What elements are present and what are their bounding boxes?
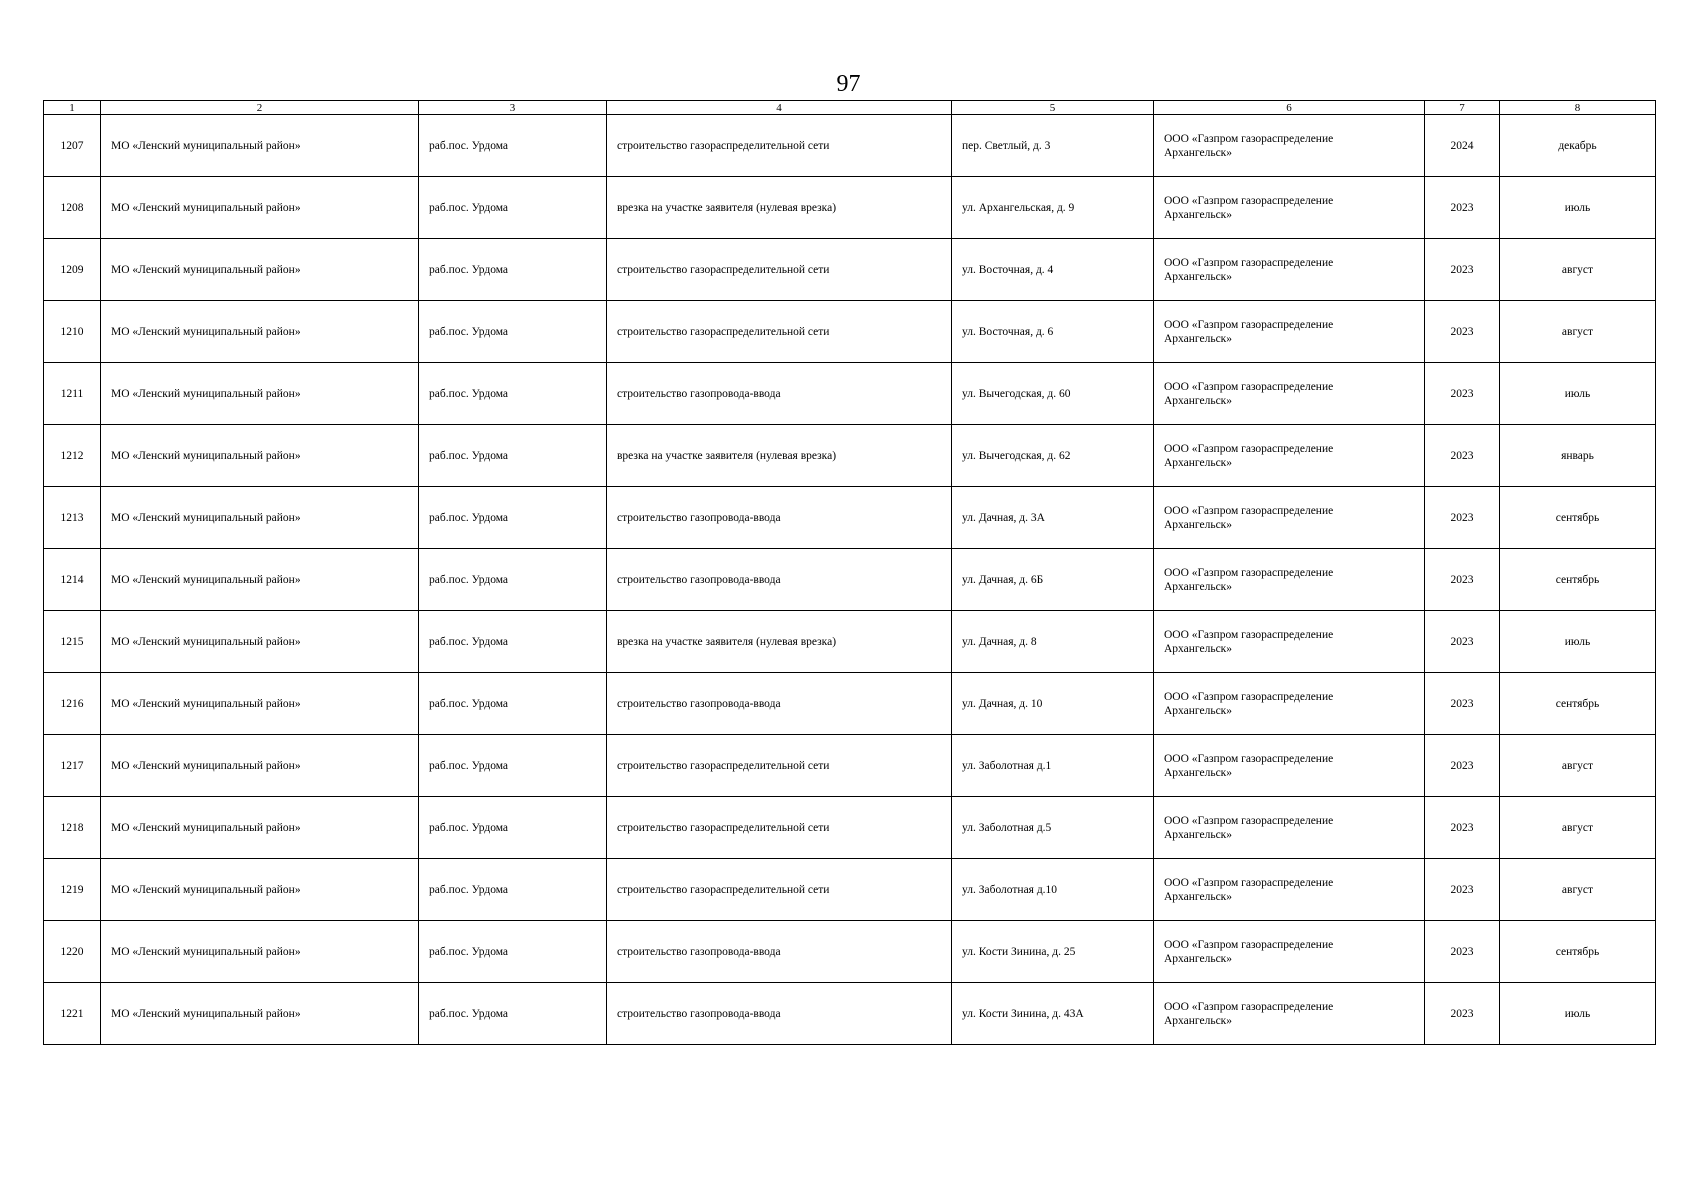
row-number-cell: 1209: [44, 239, 101, 301]
work-type-cell: врезка на участке заявителя (нулевая врезка): [607, 611, 952, 673]
year-cell: 2023: [1425, 549, 1500, 611]
table-row: [44, 363, 1656, 425]
work-type-cell: строительство газопровода-ввода: [607, 363, 952, 425]
column-number-row: [44, 101, 1656, 115]
table-row: [44, 239, 1656, 301]
organization-line: ООО «Газпром газораспределение: [1164, 442, 1334, 455]
column-header: 1: [44, 101, 101, 115]
address-cell: ул. Дачная, д. 6Б: [952, 549, 1154, 611]
column-header: 2: [101, 101, 419, 115]
organization-cell: [1154, 921, 1425, 983]
year-cell: 2023: [1425, 177, 1500, 239]
column-header: 8: [1500, 101, 1656, 115]
settlement-cell: раб.пос. Урдома: [419, 921, 607, 983]
organization-line: ООО «Газпром газораспределение: [1164, 504, 1334, 517]
organization-line: ООО «Газпром газораспределение: [1164, 752, 1334, 765]
month-cell: август: [1500, 797, 1656, 859]
column-header: 5: [952, 101, 1154, 115]
address-cell: ул. Заболотная д.10: [952, 859, 1154, 921]
year-cell: 2023: [1425, 487, 1500, 549]
table-row: [44, 673, 1656, 735]
row-number-cell: 1219: [44, 859, 101, 921]
year-cell: 2023: [1425, 673, 1500, 735]
month-cell: август: [1500, 735, 1656, 797]
organization-line: Архангельск»: [1164, 1014, 1233, 1027]
work-type-cell: строительство газораспределительной сети: [607, 859, 952, 921]
organization-line: Архангельск»: [1164, 146, 1233, 159]
table-row: [44, 611, 1656, 673]
organization-cell: [1154, 549, 1425, 611]
municipality-cell: МО «Ленский муниципальный район»: [101, 983, 419, 1045]
organization-cell: [1154, 301, 1425, 363]
settlement-cell: раб.пос. Урдома: [419, 859, 607, 921]
municipality-cell: МО «Ленский муниципальный район»: [101, 673, 419, 735]
municipality-cell: МО «Ленский муниципальный район»: [101, 921, 419, 983]
address-cell: ул. Дачная, д. 3А: [952, 487, 1154, 549]
organization-line: ООО «Газпром газораспределение: [1164, 628, 1334, 641]
organization-cell: [1154, 177, 1425, 239]
month-cell: сентябрь: [1500, 921, 1656, 983]
address-cell: ул. Вычегодская, д. 62: [952, 425, 1154, 487]
column-header: 4: [607, 101, 952, 115]
column-header: 6: [1154, 101, 1425, 115]
row-number-cell: 1221: [44, 983, 101, 1045]
year-cell: 2023: [1425, 239, 1500, 301]
municipality-cell: МО «Ленский муниципальный район»: [101, 797, 419, 859]
work-type-cell: строительство газопровода-ввода: [607, 549, 952, 611]
settlement-cell: раб.пос. Урдома: [419, 363, 607, 425]
organization-cell: [1154, 487, 1425, 549]
work-type-cell: строительство газопровода-ввода: [607, 673, 952, 735]
month-cell: июль: [1500, 983, 1656, 1045]
settlement-cell: раб.пос. Урдома: [419, 797, 607, 859]
organization-cell: [1154, 115, 1425, 177]
year-cell: 2023: [1425, 983, 1500, 1045]
settlement-cell: раб.пос. Урдома: [419, 239, 607, 301]
table-row: [44, 549, 1656, 611]
settlement-cell: раб.пос. Урдома: [419, 549, 607, 611]
organization-cell: [1154, 363, 1425, 425]
municipality-cell: МО «Ленский муниципальный район»: [101, 425, 419, 487]
municipality-cell: МО «Ленский муниципальный район»: [101, 549, 419, 611]
year-cell: 2023: [1425, 735, 1500, 797]
table-row: [44, 983, 1656, 1045]
row-number-cell: 1216: [44, 673, 101, 735]
year-cell: 2023: [1425, 611, 1500, 673]
address-cell: ул. Архангельская, д. 9: [952, 177, 1154, 239]
address-cell: ул. Восточная, д. 4: [952, 239, 1154, 301]
organization-line: Архангельск»: [1164, 766, 1233, 779]
table-row: [44, 301, 1656, 363]
row-number-cell: 1217: [44, 735, 101, 797]
month-cell: август: [1500, 239, 1656, 301]
year-cell: 2023: [1425, 363, 1500, 425]
address-cell: ул. Вычегодская, д. 60: [952, 363, 1154, 425]
organization-line: ООО «Газпром газораспределение: [1164, 256, 1334, 269]
work-type-cell: врезка на участке заявителя (нулевая врезка): [607, 177, 952, 239]
organization-cell: [1154, 859, 1425, 921]
month-cell: декабрь: [1500, 115, 1656, 177]
work-type-cell: строительство газопровода-ввода: [607, 983, 952, 1045]
settlement-cell: раб.пос. Урдома: [419, 611, 607, 673]
work-type-cell: строительство газораспределительной сети: [607, 239, 952, 301]
settlement-cell: раб.пос. Урдома: [419, 487, 607, 549]
address-cell: ул. Кости Зинина, д. 43А: [952, 983, 1154, 1045]
month-cell: август: [1500, 859, 1656, 921]
table-row: [44, 425, 1656, 487]
month-cell: июль: [1500, 177, 1656, 239]
work-type-cell: врезка на участке заявителя (нулевая врезка): [607, 425, 952, 487]
organization-cell: [1154, 673, 1425, 735]
organization-cell: [1154, 735, 1425, 797]
month-cell: сентябрь: [1500, 673, 1656, 735]
settlement-cell: раб.пос. Урдома: [419, 177, 607, 239]
organization-line: Архангельск»: [1164, 890, 1233, 903]
year-cell: 2023: [1425, 301, 1500, 363]
municipality-cell: МО «Ленский муниципальный район»: [101, 859, 419, 921]
settlement-cell: раб.пос. Урдома: [419, 983, 607, 1045]
month-cell: сентябрь: [1500, 487, 1656, 549]
page-number: 97: [836, 71, 861, 97]
organization-cell: [1154, 983, 1425, 1045]
row-number-cell: 1212: [44, 425, 101, 487]
address-cell: ул. Дачная, д. 10: [952, 673, 1154, 735]
organization-line: Архангельск»: [1164, 642, 1233, 655]
row-number-cell: 1208: [44, 177, 101, 239]
row-number-cell: 1207: [44, 115, 101, 177]
organization-line: ООО «Газпром газораспределение: [1164, 938, 1334, 951]
table-row: [44, 115, 1656, 177]
work-type-cell: строительство газопровода-ввода: [607, 487, 952, 549]
address-cell: ул. Восточная, д. 6: [952, 301, 1154, 363]
organization-line: Архангельск»: [1164, 518, 1233, 531]
organization-line: ООО «Газпром газораспределение: [1164, 566, 1334, 579]
column-header: 3: [419, 101, 607, 115]
table-row: [44, 487, 1656, 549]
organization-line: Архангельск»: [1164, 828, 1233, 841]
address-cell: ул. Заболотная д.1: [952, 735, 1154, 797]
organization-line: Архангельск»: [1164, 270, 1233, 283]
row-number-cell: 1213: [44, 487, 101, 549]
organization-cell: [1154, 611, 1425, 673]
row-number-cell: 1210: [44, 301, 101, 363]
organization-line: ООО «Газпром газораспределение: [1164, 318, 1334, 331]
municipality-cell: МО «Ленский муниципальный район»: [101, 487, 419, 549]
settlement-cell: раб.пос. Урдома: [419, 301, 607, 363]
address-cell: ул. Заболотная д.5: [952, 797, 1154, 859]
year-cell: 2023: [1425, 921, 1500, 983]
organization-cell: [1154, 425, 1425, 487]
organization-cell: [1154, 239, 1425, 301]
organization-line: ООО «Газпром газораспределение: [1164, 194, 1334, 207]
address-cell: ул. Кости Зинина, д. 25: [952, 921, 1154, 983]
month-cell: июль: [1500, 611, 1656, 673]
month-cell: август: [1500, 301, 1656, 363]
table-row: [44, 921, 1656, 983]
organization-line: ООО «Газпром газораспределение: [1164, 876, 1334, 889]
settlement-cell: раб.пос. Урдома: [419, 673, 607, 735]
table-row: [44, 177, 1656, 239]
municipality-cell: МО «Ленский муниципальный район»: [101, 177, 419, 239]
settlement-cell: раб.пос. Урдома: [419, 425, 607, 487]
organization-line: Архангельск»: [1164, 208, 1233, 221]
address-cell: ул. Дачная, д. 8: [952, 611, 1154, 673]
organization-line: Архангельск»: [1164, 704, 1233, 717]
table-row: [44, 859, 1656, 921]
year-cell: 2023: [1425, 425, 1500, 487]
year-cell: 2023: [1425, 797, 1500, 859]
gasification-schedule-table: [43, 100, 1656, 1045]
column-header: 7: [1425, 101, 1500, 115]
table-row: [44, 797, 1656, 859]
row-number-cell: 1218: [44, 797, 101, 859]
row-number-cell: 1215: [44, 611, 101, 673]
table-row: [44, 735, 1656, 797]
year-cell: 2024: [1425, 115, 1500, 177]
organization-line: Архангельск»: [1164, 394, 1233, 407]
municipality-cell: МО «Ленский муниципальный район»: [101, 735, 419, 797]
address-cell: пер. Светлый, д. 3: [952, 115, 1154, 177]
settlement-cell: раб.пос. Урдома: [419, 735, 607, 797]
organization-line: ООО «Газпром газораспределение: [1164, 132, 1334, 145]
month-cell: июль: [1500, 363, 1656, 425]
row-number-cell: 1220: [44, 921, 101, 983]
year-cell: 2023: [1425, 859, 1500, 921]
organization-line: Архангельск»: [1164, 952, 1233, 965]
work-type-cell: строительство газораспределительной сети: [607, 735, 952, 797]
organization-line: ООО «Газпром газораспределение: [1164, 814, 1334, 827]
municipality-cell: МО «Ленский муниципальный район»: [101, 239, 419, 301]
work-type-cell: строительство газораспределительной сети: [607, 115, 952, 177]
municipality-cell: МО «Ленский муниципальный район»: [101, 363, 419, 425]
work-type-cell: строительство газораспределительной сети: [607, 301, 952, 363]
organization-line: Архангельск»: [1164, 456, 1233, 469]
municipality-cell: МО «Ленский муниципальный район»: [101, 115, 419, 177]
organization-line: Архангельск»: [1164, 580, 1233, 593]
month-cell: сентябрь: [1500, 549, 1656, 611]
row-number-cell: 1211: [44, 363, 101, 425]
work-type-cell: строительство газораспределительной сети: [607, 797, 952, 859]
row-number-cell: 1214: [44, 549, 101, 611]
month-cell: январь: [1500, 425, 1656, 487]
organization-line: Архангельск»: [1164, 332, 1233, 345]
organization-line: ООО «Газпром газораспределение: [1164, 380, 1334, 393]
organization-line: ООО «Газпром газораспределение: [1164, 1000, 1334, 1013]
municipality-cell: МО «Ленский муниципальный район»: [101, 611, 419, 673]
organization-line: ООО «Газпром газораспределение: [1164, 690, 1334, 703]
organization-cell: [1154, 797, 1425, 859]
work-type-cell: строительство газопровода-ввода: [607, 921, 952, 983]
municipality-cell: МО «Ленский муниципальный район»: [101, 301, 419, 363]
settlement-cell: раб.пос. Урдома: [419, 115, 607, 177]
